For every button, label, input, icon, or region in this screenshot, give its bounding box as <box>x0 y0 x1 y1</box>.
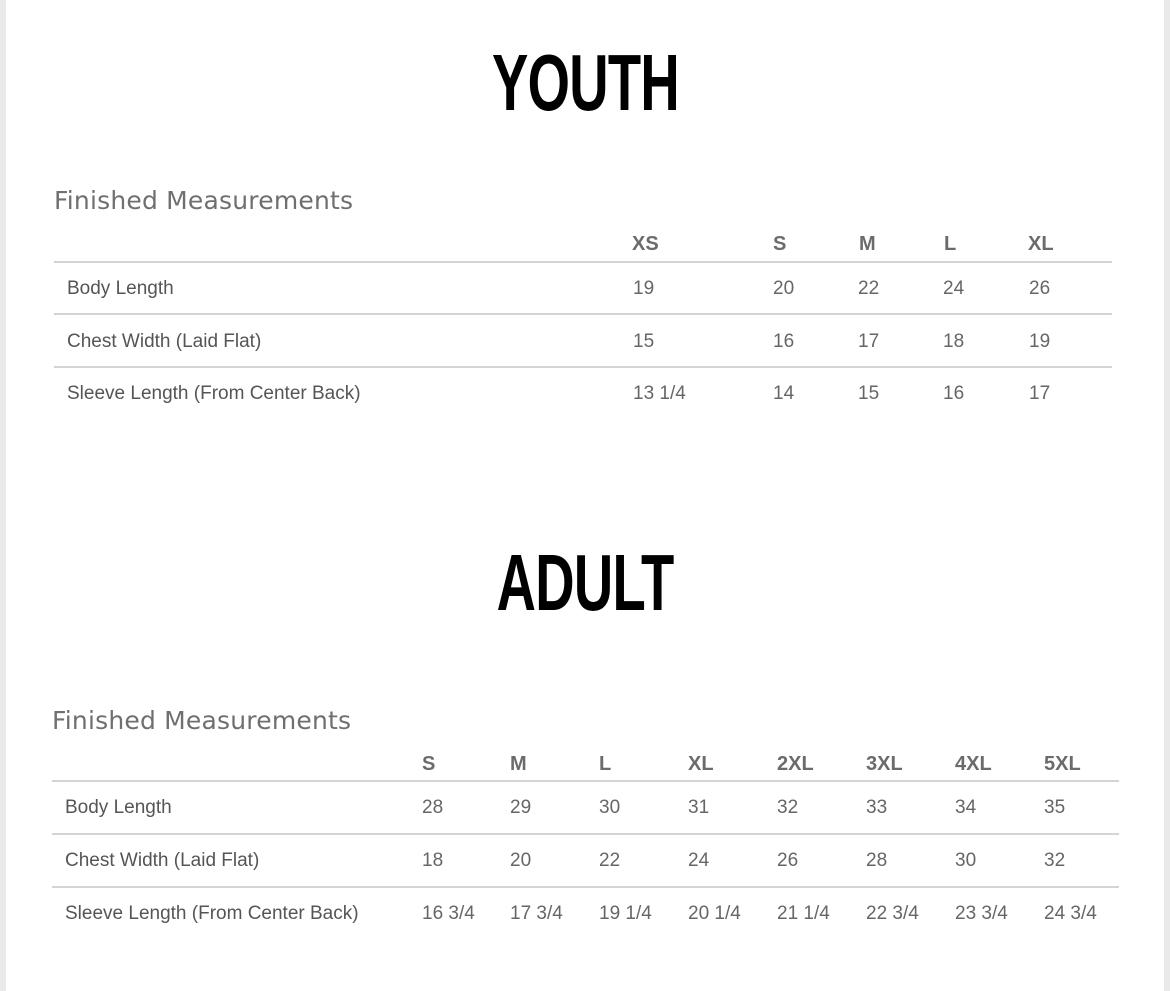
table-cell: 16 3/4 <box>422 903 475 924</box>
table-cell: 24 3/4 <box>1044 903 1097 924</box>
table-cell: 17 <box>1029 383 1051 404</box>
table-cell: 35 <box>1044 797 1066 818</box>
table-cell: 22 <box>858 278 880 299</box>
table-cell: 21 1/4 <box>777 903 830 924</box>
table-cell: 26 <box>1029 278 1051 299</box>
table-divider <box>54 366 1112 368</box>
row-label: Chest Width (Laid Flat) <box>65 850 260 871</box>
table-cell: 28 <box>866 850 888 871</box>
table-cell: 15 <box>633 331 655 352</box>
table-cell: 33 <box>866 797 888 818</box>
table-cell: 28 <box>422 797 444 818</box>
adult-size-header: XL <box>688 753 714 775</box>
table-cell: 23 3/4 <box>955 903 1008 924</box>
youth-subtitle: Finished Measurements <box>54 186 354 215</box>
table-divider <box>54 313 1112 315</box>
table-cell: 24 <box>943 278 965 299</box>
table-divider <box>52 833 1119 835</box>
table-cell: 32 <box>1044 850 1066 871</box>
table-cell: 22 <box>599 850 621 871</box>
row-label: Sleeve Length (From Center Back) <box>65 903 359 924</box>
table-divider <box>54 261 1112 263</box>
adult-size-header: 2XL <box>777 753 814 775</box>
table-cell: 31 <box>688 797 710 818</box>
table-cell: 17 3/4 <box>510 903 563 924</box>
youth-size-header: XL <box>1028 233 1054 255</box>
table-cell: 20 <box>510 850 532 871</box>
youth-size-header: M <box>859 233 876 255</box>
adult-size-header: L <box>599 753 612 775</box>
table-cell: 22 3/4 <box>866 903 919 924</box>
table-cell: 15 <box>858 383 880 404</box>
adult-size-header: S <box>422 753 436 775</box>
table-cell: 30 <box>955 850 977 871</box>
row-label: Chest Width (Laid Flat) <box>67 331 262 352</box>
table-cell: 30 <box>599 797 621 818</box>
table-cell: 14 <box>773 383 795 404</box>
table-cell: 20 <box>773 278 795 299</box>
youth-heading: YOUTH <box>491 38 679 127</box>
table-cell: 19 <box>1029 331 1051 352</box>
table-cell: 20 1/4 <box>688 903 741 924</box>
row-label: Sleeve Length (From Center Back) <box>67 383 361 404</box>
table-cell: 34 <box>955 797 977 818</box>
table-cell: 18 <box>422 850 444 871</box>
table-cell: 29 <box>510 797 532 818</box>
table-cell: 17 <box>858 331 880 352</box>
size-chart-page <box>6 0 1164 991</box>
table-cell: 19 1/4 <box>599 903 652 924</box>
table-cell: 13 1/4 <box>633 383 686 404</box>
table-cell: 24 <box>688 850 710 871</box>
table-cell: 16 <box>773 331 795 352</box>
adult-heading: ADULT <box>496 538 674 627</box>
table-divider <box>52 886 1119 888</box>
adult-size-header: 5XL <box>1044 753 1081 775</box>
youth-size-header: L <box>944 233 957 255</box>
table-cell: 19 <box>633 278 655 299</box>
youth-size-header: XS <box>632 233 659 255</box>
table-cell: 18 <box>943 331 965 352</box>
row-label: Body Length <box>65 797 172 818</box>
table-divider <box>52 780 1119 782</box>
adult-size-header: 4XL <box>955 753 992 775</box>
table-cell: 32 <box>777 797 799 818</box>
adult-size-header: 3XL <box>866 753 903 775</box>
table-cell: 16 <box>943 383 965 404</box>
adult-subtitle: Finished Measurements <box>52 706 352 735</box>
row-label: Body Length <box>67 278 174 299</box>
youth-size-header: S <box>773 233 787 255</box>
adult-size-header: M <box>510 753 527 775</box>
table-cell: 26 <box>777 850 799 871</box>
